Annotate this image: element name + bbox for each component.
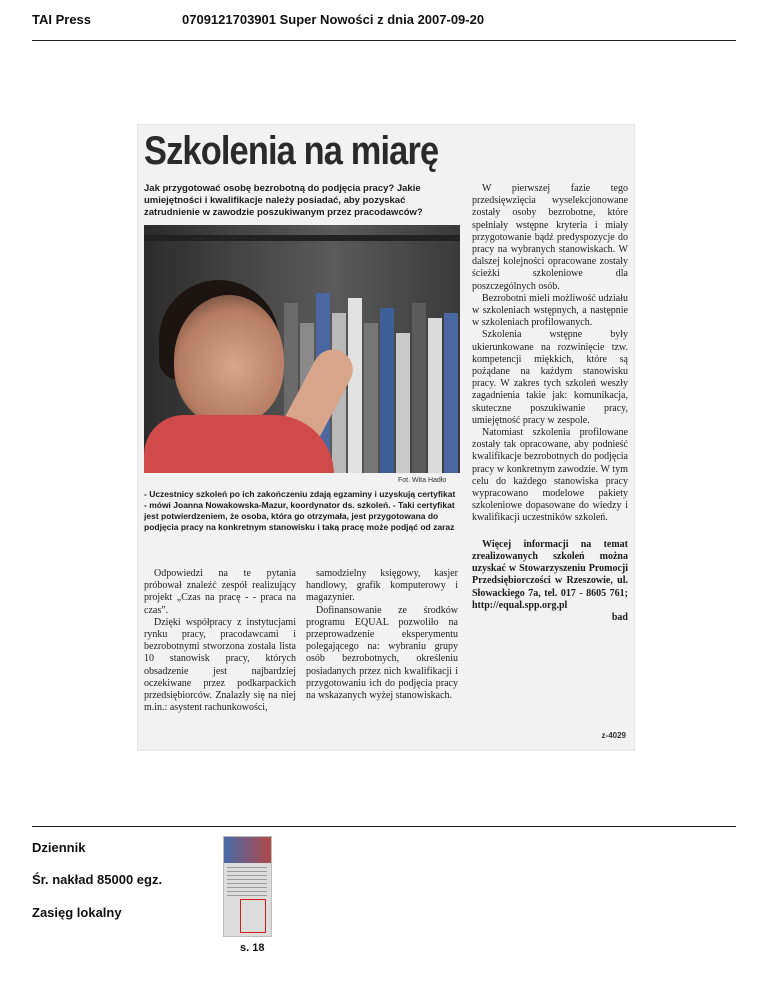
paragraph: Dzięki współpracy z instytucjami rynku pracy, pracodawcami i bezrobotnymi stworzona została lista 10 stanowisk pracy, których obsadzenie jest najbardziej oczekiwane przez podkarpackich przedsiębiorców. Znalazły się na niej m.in.: asystent rachunkowości, (144, 616, 296, 714)
person-shirt (144, 415, 334, 473)
article-title: Szkolenia na miarę (144, 129, 439, 173)
reach: Zasięg lokalny (32, 905, 122, 920)
binder (444, 313, 458, 473)
thumbnail-text (227, 867, 267, 897)
thumbnail-masthead (224, 837, 271, 863)
paragraph: Odpowiedzi na te pytania próbował znaleźć zespół realizujący projekt „Czas na pracę - - praca na czas”. (144, 568, 296, 616)
binder (396, 333, 410, 473)
article-lead: Jak przygotować osobę bezrobotną do podjęcia pracy? Jakie umiejętności i kwalifikacje należy posiadać, aby pozyskać zatrudnienie w zawodzie poszukiwanym przez pracodawców? (144, 183, 423, 218)
author-initials: bad (611, 611, 628, 623)
circulation: Śr. nakład 85000 egz. (32, 872, 163, 887)
binder (428, 318, 442, 473)
text-column-2 (306, 568, 458, 702)
clipping-signature: z-4029 (601, 731, 626, 740)
text-column-1 (144, 568, 296, 714)
paragraph: samodzielny księgowy, kasjer handlowy, grafik komputerowy i magazynier. (306, 568, 458, 604)
paragraph: W pierwszej fazie tego przedsięwzięcia wyselekcjonowane zostały osoby bezrobotne, które spełniały wstępne kryteria i miały przygotowanie bądź predyspozycje do pracy na wybranych stanowiskach. W dalszej kolejności opracowane zostały ścieżki szkoleniowe dla poszczególnych osób. (472, 183, 628, 292)
publication-meta: 0709121703901 Super Nowości z dnia 2007-09-20 (182, 12, 485, 27)
photo-credit: Fot. Wita Hadło (398, 477, 447, 484)
page-thumbnail (223, 836, 272, 937)
paragraph: Natomiast szkolenia profilowane zostały tak opracowane, aby podnieść kwalifikacje bezrobotnych do podjęcia pracy w konkretnym zawodzie. W tym celu do każdego stanowiska pracy wypracowano modelowe pakiety szkoleniowe dopasowane do wiedzy i kwalifikacji uczestników szkoleń. (472, 427, 628, 524)
paragraph: Szkolenia wstępne były ukierunkowane na rozwinięcie tzw. kompetencji miękkich, które są pożądane na każdym stanowisku pracy. W zakres tych szkoleń weszły zagadnienia takie jak: komunikacja, skuteczne poszukiwanie pracy, umiejętność pracy w zespole. (472, 329, 628, 426)
contact-info: Więcej informacji na temat zrealizowanych szkoleń można uzyskać w Stowarzyszeniu Promocji Przedsiębiorczości w Rzeszowie, ul. Słowackiego 7a, tel. 017 - 8605 761; http://equal.spp.org.pl (472, 538, 628, 611)
paragraph: Bezrobotni mieli możliwość udziału w szkoleniach wstępnych, a następnie w szkoleniach profilowanych. (472, 292, 628, 329)
binder (364, 323, 378, 473)
paragraph: Dofinansowanie ze środków programu EQUAL pozwoliło na przeprowadzenie eksperymentu polegającego na: wybraniu grupy osób bezrobotnych, określeniu posiadanych przez nich kwalifikacji i przygotowaniu ich do podjęcia pracy na wskazanych wyżej stanowiskach. (306, 604, 458, 702)
shelf (144, 235, 460, 241)
article-clipping (138, 125, 634, 750)
page-number: s. 18 (240, 942, 265, 954)
binder (348, 298, 362, 473)
person-face (174, 295, 284, 425)
publication-type: Dziennik (32, 840, 86, 855)
article-photo (144, 225, 460, 473)
binder (380, 308, 394, 473)
text-column-3 (472, 183, 628, 624)
footer-divider (32, 826, 736, 827)
photo-caption: - Uczestnicy szkoleń po ich zakończeniu zdają egzaminy i uzyskują certyfikat - mówi Joanna Nowakowska-Mazur, koordynator ds. szkoleń. - Taki certyfikat jest potwierdzeniem, że osoba, która go otrzymała, jest przygotowana do podjęcia pracy na konkretnym stanowisku i taką pracę może podjąć od zaraz (144, 489, 456, 532)
header-divider (32, 40, 736, 41)
page-header (32, 12, 736, 32)
binder (412, 303, 426, 473)
agency-name: TAI Press (32, 12, 92, 27)
thumbnail-article-marker (240, 899, 266, 933)
